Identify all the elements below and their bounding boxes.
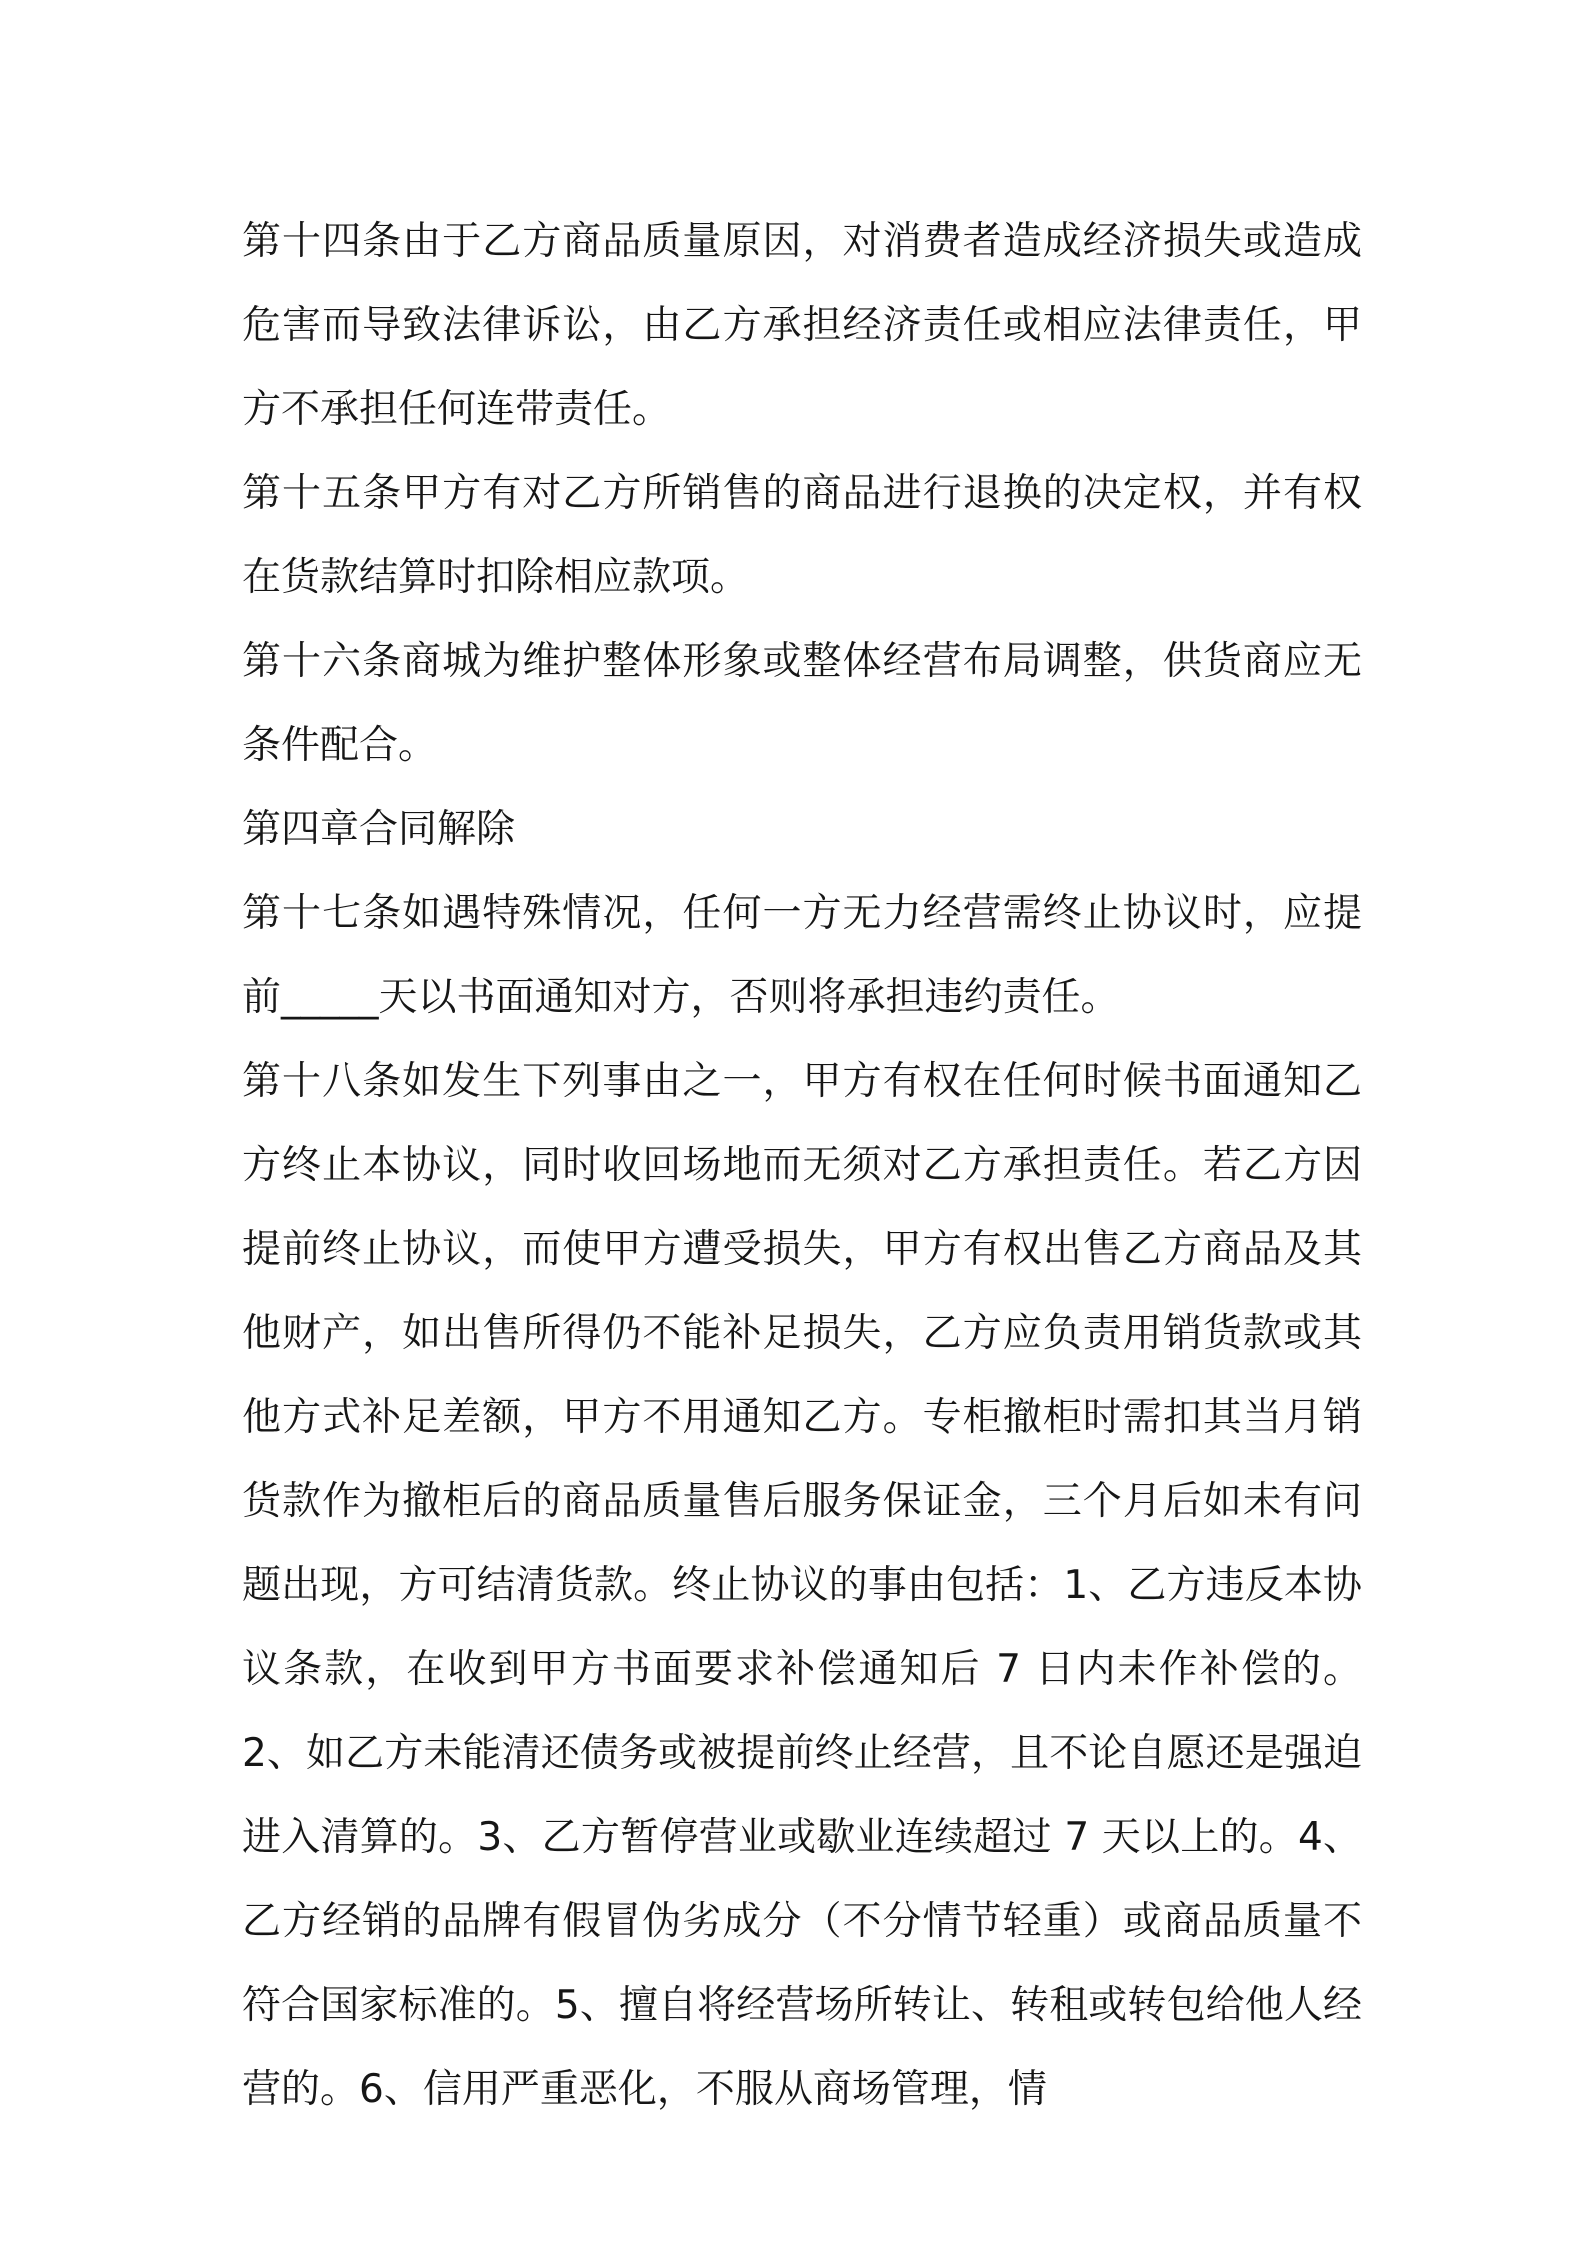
clause-17: 第十七条如遇特殊情况，任何一方无力经营需终止协议时，应提前_____天以书面通知对方，否则将承担违约责任。 — [242, 891, 1362, 1020]
clause-15: 第十五条甲方有对乙方所销售的商品进行退换的决定权，并有权在货款结算时扣除相应款项。 — [242, 471, 1362, 600]
clause-14: 第十四条由于乙方商品质量原因，对消费者造成经济损失或造成危害而导致法律诉讼，由乙方承担经济责任或相应法律责任，甲方不承担任何连带责任。 — [242, 219, 1362, 432]
chapter-4-heading: 第四章合同解除 — [242, 807, 516, 852]
document-body — [242, 200, 1362, 2132]
clause-16: 第十六条商城为维护整体形象或整体经营布局调整，供货商应无条件配合。 — [242, 639, 1362, 768]
clause-18: 第十八条如发生下列事由之一，甲方有权在任何时候书面通知乙方终止本协议，同时收回场地而无须对乙方承担责任。若乙方因提前终止协议，而使甲方遭受损失，甲方有权出售乙方商品及其他财产，如出售所得仍不能补足损失，乙方应负责用销货款或其他方式补足差额，甲方不用通知乙方。专柜撤柜时需扣其当月销货款作为撤柜后的商品质量售后服务保证金，三个月后如未有问题出现，方可结清货款。终止协议的事由包括：1、乙方违反本协议条款，在收到甲方书面要求补偿通知后 7 日内未作补偿的。2、如乙方未能清还债务或被提前终止经营，且不论自愿还是强迫进入清算的。3、乙方暂停营业或歇业连续超过 7 天以上的。4、乙方经销的品牌有假冒伪劣成分（不分情节轻重）或商品质量不符合国家标准的。5、擅自将经营场所转让、转租或转包给他人经营的。6、信用严重恶化，不服从商场管理，情 — [242, 1059, 1362, 2112]
